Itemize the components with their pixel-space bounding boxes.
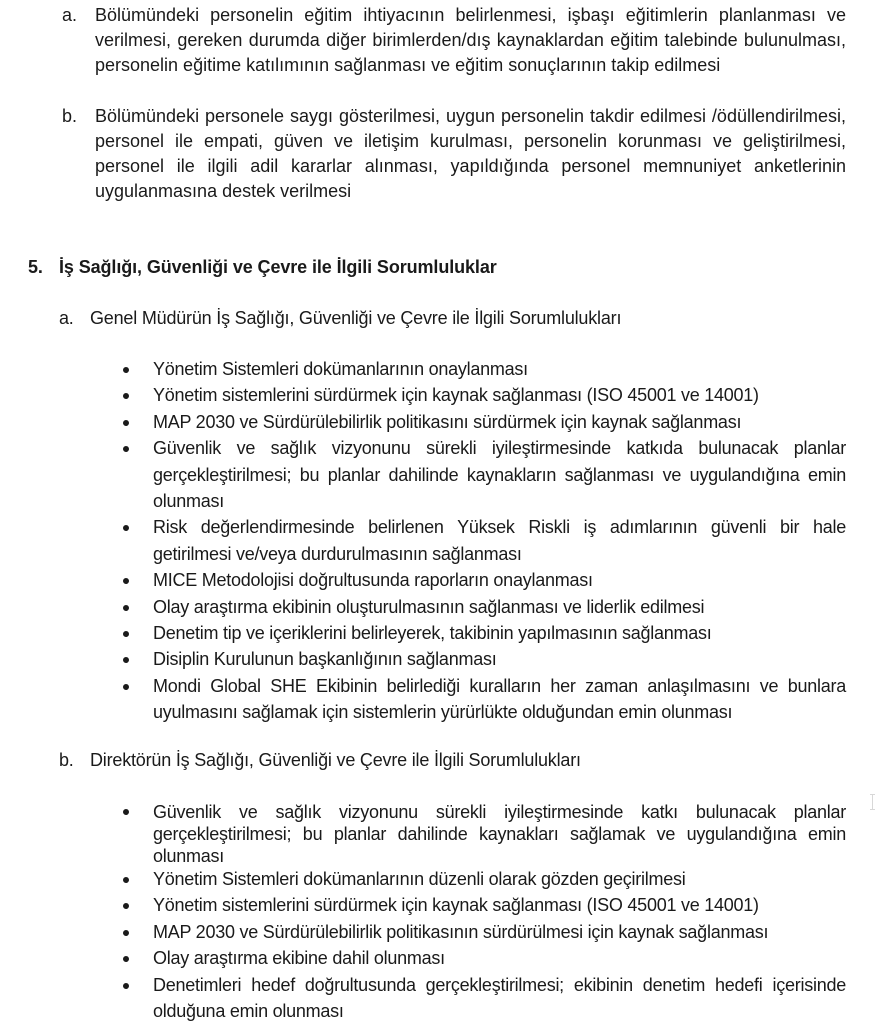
- list-item: [62, 3, 846, 78]
- bullet-icon: [123, 930, 129, 936]
- section-heading: [28, 256, 497, 278]
- bullet-icon: [123, 578, 129, 584]
- bullet-item: Güvenlik ve sağlık vizyonunu sürekli iyileştirmesinde katkı bulunacak planlar gerçekleştirilmesi; bu planlar dahilinde kaynakları sağlamak ve uygulandığına emin olunması: [120, 801, 846, 867]
- bullet-icon: [123, 983, 129, 989]
- bullet-icon: [123, 809, 129, 815]
- bullet-icon: [123, 525, 129, 531]
- list-marker: a.: [62, 5, 78, 25]
- bullet-icon: [123, 657, 129, 663]
- bullet-icon: [123, 446, 129, 452]
- bullet-item: Yönetim Sistemleri dokümanlarının onaylanması: [120, 356, 846, 382]
- bullet-icon: [123, 903, 129, 909]
- bullet-icon: [123, 393, 129, 399]
- list-item-text: Bölümündeki personele saygı gösterilmesi, uygun personelin takdir edilmesi /ödüllendirilmesi, personel ile empati, güven ve iletişim kurulması, personelin korunması ve geliştirilmesi, personel ile ilgili adil kararlar alınması, yapıldığında personel memnuniyet anketlerinin uygulanmasına destek verilmesi: [95, 106, 846, 201]
- list-item-text: Bölümündeki personelin eğitim ihtiyacının belirlenmesi, işbaşı eğitimlerin planlanması ve verilmesi, gereken durumda diğer birimlerden/dış kaynaklardan eğitim talebinde bulunulması, personelin eğitime katılımının sağlanması ve eğitim sonuçlarının takip edilmesi: [95, 5, 846, 75]
- bullet-icon: [123, 631, 129, 637]
- subsection-marker: b.: [59, 750, 74, 770]
- text-cursor-icon: [870, 794, 875, 810]
- bullet-icon: [123, 877, 129, 883]
- list-item: [62, 104, 846, 204]
- subsection-heading: [59, 749, 581, 771]
- bullet-item: Mondi Global SHE Ekibinin belirlediği kuralların her zaman anlaşılmasını ve bunlara uyulmasını sağlamak için sistemlerin yürürlükte olduğundan emin olunması: [120, 673, 846, 726]
- subsection-marker: a.: [59, 308, 74, 328]
- bullet-item: Denetim tip ve içeriklerini belirleyerek, takibinin yapılmasının sağlanması: [120, 620, 846, 646]
- subsection-heading: [59, 307, 621, 329]
- bullet-icon: [123, 684, 129, 690]
- bullet-item: MAP 2030 ve Sürdürülebilirlik politikasının sürdürülmesi için kaynak sağlanması: [120, 919, 846, 945]
- bullet-item: Yönetim sistemlerini sürdürmek için kaynak sağlanması (ISO 45001 ve 14001): [120, 892, 846, 918]
- bullet-item: MAP 2030 ve Sürdürülebilirlik politikasını sürdürmek için kaynak sağlanması: [120, 409, 846, 435]
- bullet-icon: [123, 420, 129, 426]
- bullet-item: MICE Metodolojisi doğrultusunda raporların onaylanması: [120, 567, 846, 593]
- section-number: 5.: [28, 257, 43, 277]
- bullet-item: Olay araştırma ekibine dahil olunması: [120, 945, 846, 971]
- bullet-item: Denetimleri hedef doğrultusunda gerçekleştirilmesi; ekibinin denetim hedefi içerisinde olduğuna emin olunması: [120, 972, 846, 1024]
- bullet-icon: [123, 956, 129, 962]
- list-marker: b.: [62, 106, 78, 126]
- bullet-icon: [123, 605, 129, 611]
- bullet-list: [120, 356, 846, 726]
- bullet-icon: [123, 367, 129, 373]
- bullet-list: [120, 801, 846, 867]
- section-title: İş Sağlığı, Güvenliği ve Çevre ile İlgili Sorumluluklar: [59, 257, 497, 277]
- bullet-item: Olay araştırma ekibinin oluşturulmasının sağlanması ve liderlik edilmesi: [120, 594, 846, 620]
- bullet-list: [120, 866, 846, 1024]
- subsection-title: Genel Müdürün İş Sağlığı, Güvenliği ve Çevre ile İlgili Sorumlulukları: [90, 308, 622, 328]
- bullet-item: Risk değerlendirmesinde belirlenen Yüksek Riskli iş adımlarının güvenli bir hale getirilmesi ve/veya durdurulmasının sağlanması: [120, 514, 846, 567]
- bullet-item: Yönetim Sistemleri dokümanlarının düzenli olarak gözden geçirilmesi: [120, 866, 846, 892]
- bullet-item: Disiplin Kurulunun başkanlığının sağlanması: [120, 646, 846, 672]
- bullet-item: Yönetim sistemlerini sürdürmek için kaynak sağlanması (ISO 45001 ve 14001): [120, 382, 846, 408]
- subsection-title: Direktörün İş Sağlığı, Güvenliği ve Çevre ile İlgili Sorumlulukları: [90, 750, 581, 770]
- bullet-item: Güvenlik ve sağlık vizyonunu sürekli iyileştirmesinde katkıda bulunacak planlar gerçekleştirilmesi; bu planlar dahilinde kaynakların sağlanması ve uygulandığına emin olunması: [120, 435, 846, 514]
